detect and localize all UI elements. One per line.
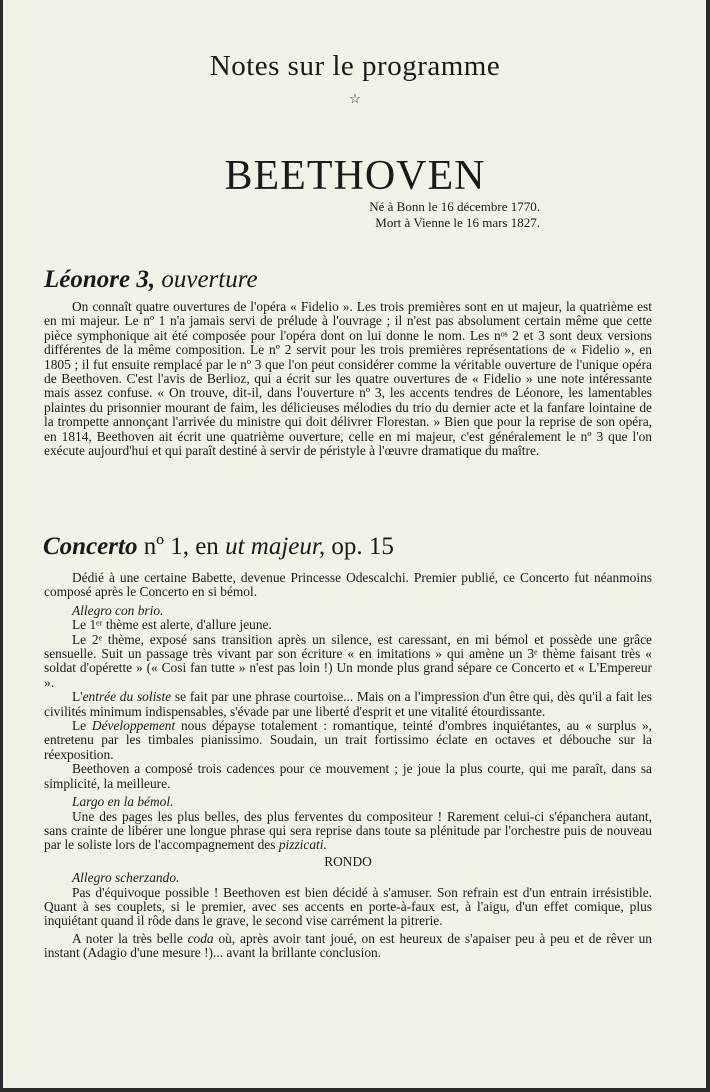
section-title-leonore bbox=[44, 266, 258, 294]
paragraph: Beethoven a composé trois cadences pour ce mouvement ; je joue la plus courte, qui me paraît, dans sa simplicité, la meilleure. bbox=[44, 761, 652, 791]
paragraph: Le 1ᵉʳ thème est alerte, d'allure jeune. bbox=[72, 617, 272, 633]
dedication-paragraph: Dédié à une certaine Babette, devenue Princesse Odescalchi. Premier publié, ce Concerto fut néanmoins composé après le Concerto en si bémol. bbox=[44, 570, 652, 600]
paragraph: Pas d'équivoque possible ! Beethoven est bien décidé à s'amuser. Son refrain est d'un entrain irrésistible. Quant à ses couplets, si le premier, avec ses accents en porte-à-faux est, à l'aigu, d'un effet comique, plus inquiétant quand il rôde dans le grave, le second vise carrément la pitrerie. bbox=[44, 884, 652, 929]
paragraph bbox=[44, 810, 652, 853]
text-run: L' bbox=[72, 689, 83, 705]
paragraph bbox=[44, 690, 652, 719]
section-body-concerto bbox=[44, 571, 652, 961]
movement-tempo: Largo en la bémol. bbox=[72, 794, 174, 810]
text-run-italic: entrée du soliste bbox=[82, 689, 172, 705]
paragraph: Le 2ᵉ thème, exposé sans transition après un silence, est caressant, en mi bémol et possède une grâce sensuelle. Suit un passage très vivant par son écriture « en imitations » qui amène un 3ᵉ thème faisant très « soldat d'opérette » (« Cosi fan tutte » n'est pas loin !) Un monde plus grand sépare ce Concerto et « L'Empereur ». bbox=[44, 631, 652, 690]
star-ornament-icon: ☆ bbox=[349, 91, 361, 106]
text-run: A noter la très belle bbox=[72, 930, 188, 946]
composer-name: BEETHOVEN bbox=[224, 153, 486, 199]
movement-tempo: Allegro scherzando. bbox=[72, 870, 180, 886]
paragraph bbox=[44, 719, 652, 762]
section-title-concerto bbox=[43, 533, 394, 561]
composer-dates bbox=[240, 199, 540, 231]
paragraph: On connaît quatre ouvertures de l'opéra « Fidelio ». Les trois premières sont en ut majeur, la quatrième est en mi majeur. Le nº 1 n'a jamais servi de prélude à l'ouvrage ; il n'est pas absolument certain même que cette pièce symphonique ait été composée pour l'opéra dont on lui donne le nom. Les nᵒˢ 2 et 3 sont deux versions différentes de la même composition. Le nº 2 servit pour les trois premières représentations de « Fidelio », en 1805 ; il fut ensuite remplacé par le nº 3 que l'on peut considérer comme la véritable ouverture de l'unique opéra de Beethoven. C'est l'avis de Berlioz, qui a écrit sur les quatre ouvertures de « Fidelio » une note intéressante mais assez confuse. « On trouve, dit-il, dans l'ouverture nº 3, les accents tendres de Léonore, les lamentables plaintes du prisonnier mourant de faim, les délicieuses mélodies du trio du dernier acte et la fanfare lointaine de la trompette annonçant l'arrivée du ministre qui doit délivrer Florestan. » Bien que pour la reprise de son opéra, en 1814, Beethoven ait écrit une quatrième ouverture, celle en mi majeur, c'est généralement le nº 3 que l'on exécute aujourd'hui et qui paraît destiné à servir de péristyle à l'œuvre dramatique du maître. bbox=[44, 299, 652, 459]
paragraph bbox=[44, 932, 652, 961]
text-run-italic: coda bbox=[187, 930, 214, 946]
section-title-italic: ouverture bbox=[161, 266, 258, 293]
text-run: se fait par une phrase courtoise... Mais on a l'impression d'un être qui, dès qu'il a fait les civilités minimum indispensables, s'évade par une liberté d'esprit et une vitalité étourdissante. bbox=[44, 689, 652, 719]
text-run: Le bbox=[72, 718, 92, 734]
movement-heading: RONDO bbox=[324, 853, 372, 869]
text-run-italic: Développement bbox=[91, 718, 176, 734]
section-body-leonore bbox=[44, 300, 652, 458]
text-run: nous dépayse totalement : romantique, teinté d'ombres inquiétantes, au « surplus », entretenu par les timbales pianissimo. Soudain, un trait fortissimo éclate en octaves et débouche sur la réexposition. bbox=[44, 718, 652, 762]
death-line: Mort à Vienne le 16 mars 1827. bbox=[375, 215, 540, 230]
page-title: Notes sur le programme bbox=[209, 50, 501, 82]
section-title-italic: ut majeur, bbox=[225, 533, 326, 560]
birth-line: Né à Bonn le 16 décembre 1770. bbox=[369, 199, 540, 214]
section-title-bold: Concerto bbox=[43, 533, 138, 560]
section-title-bold: Léonore 3, bbox=[44, 266, 156, 293]
text-run: où, après avoir tant joué, on est heureux de s'apaiser peu à peu et de rêver un instant (Adagio d'une mesure !)... avant la brillante conclusion. bbox=[44, 930, 652, 961]
section-title-part: op. 15 bbox=[331, 533, 394, 560]
text-run-italic: pizzicati. bbox=[278, 837, 327, 853]
text-run: Une des pages les plus belles, des plus ferventes du compositeur ! Rarement celui-ci s'épanchera autant, sans crainte de libérer une longue phrase qui sera reprise dans toute sa plénitude par l'orchestre puis de nouveau par le soliste lors de l'accompagnement des bbox=[44, 808, 652, 853]
scan-border-bottom bbox=[0, 1088, 710, 1092]
section-title-part: nº 1, en bbox=[143, 533, 219, 560]
movement-tempo: Allegro con brio. bbox=[72, 602, 164, 618]
